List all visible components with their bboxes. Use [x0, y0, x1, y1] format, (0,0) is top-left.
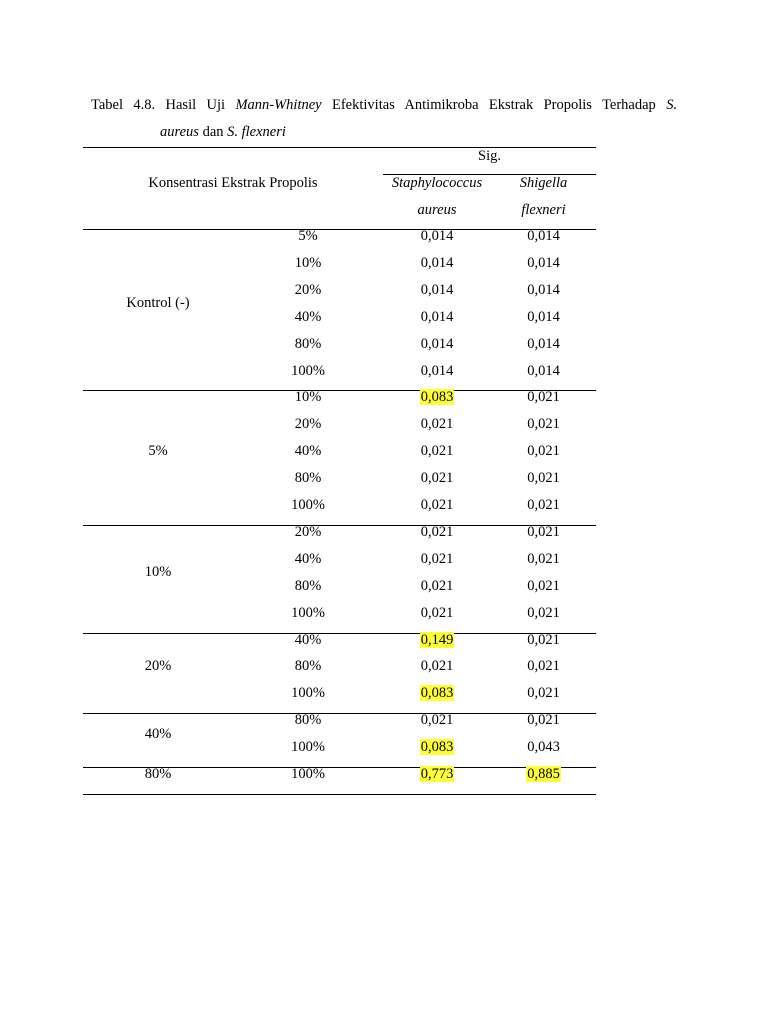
sig-shig-value: 0,014 [527, 254, 560, 271]
sig-shig-value: 0,043 [527, 739, 560, 756]
caption-word: aureus [160, 124, 199, 140]
compare-concentration: 10% [294, 254, 322, 271]
sig-staph-value: 0,021 [420, 497, 454, 513]
header-shig-line1 [491, 170, 596, 197]
sig-staph-value: 0,021 [420, 523, 454, 540]
sig-shig-value: 0,014 [527, 281, 560, 298]
sig-shig-value: 0,021 [527, 577, 560, 594]
sig-shig-cell [491, 331, 596, 358]
header-staph-line1 [383, 170, 491, 197]
sig-shig-cell [491, 627, 596, 654]
caption-word: Efektivitas [332, 97, 395, 113]
sig-shig-value: 0,021 [527, 658, 560, 675]
header-staph-text2: aureus [417, 202, 457, 218]
group-label: 20% [144, 658, 172, 675]
sig-shig-cell [491, 761, 596, 788]
caption-line-2 [91, 119, 677, 146]
caption-word: dan [198, 124, 228, 140]
sig-shig-cell [491, 734, 596, 761]
sig-staph-value: 0,014 [420, 228, 454, 244]
sig-staph-value: 0,021 [420, 577, 454, 594]
sig-shig-value: 0,021 [527, 631, 560, 648]
sig-shig-cell [491, 250, 596, 277]
sig-staph-value: 0,014 [420, 335, 454, 352]
caption-word: Propolis [543, 97, 592, 113]
sig-staph-value: 0,083 [420, 389, 454, 406]
sig-staph-cell [383, 546, 491, 573]
sig-staph-cell [383, 438, 491, 465]
compare-concentration: 80% [294, 335, 322, 352]
header-concentration: Konsentrasi Ekstrak Propolis [148, 175, 318, 191]
sig-shig-cell [491, 653, 596, 680]
sig-staph-cell [383, 519, 491, 546]
sig-shig-cell [491, 304, 596, 331]
sig-shig-cell [491, 277, 596, 304]
sig-shig-value: 0,885 [527, 766, 560, 782]
group-label: 40% [144, 725, 172, 742]
sig-shig-cell [491, 384, 596, 411]
header-sig: Sig. [478, 148, 501, 164]
compare-concentration: 80% [294, 470, 322, 487]
sig-staph-cell [383, 573, 491, 600]
sig-shig-value: 0,021 [527, 470, 560, 487]
sig-staph-cell [383, 304, 491, 331]
compare-concentration: 100% [291, 766, 325, 782]
caption-word: Hasil [165, 97, 197, 113]
sig-shig-cell [491, 492, 596, 519]
sig-shig-value: 0,021 [527, 523, 560, 540]
sig-staph-cell [383, 761, 491, 788]
sig-staph-cell [383, 331, 491, 358]
sig-shig-value: 0,014 [527, 228, 560, 244]
sig-staph-value: 0,021 [420, 712, 454, 729]
sig-staph-cell [383, 600, 491, 627]
caption-label: Tabel 4.8. [91, 97, 156, 113]
sig-shig-cell [491, 223, 596, 250]
compare-concentration: 40% [294, 308, 322, 325]
sig-shig-value: 0,014 [527, 308, 560, 325]
compare-concentration: 40% [294, 443, 322, 460]
header-shig-text2: flexneri [521, 202, 566, 218]
sig-shig-value: 0,021 [527, 685, 560, 702]
header-shig-line2 [491, 197, 596, 224]
caption-word: S. flexneri [227, 124, 286, 140]
compare-concentration: 5% [298, 228, 318, 244]
compare-concentration: 80% [294, 658, 322, 675]
compare-concentration: 20% [294, 281, 322, 298]
sig-staph-value: 0,021 [420, 658, 454, 675]
sig-shig-cell [491, 519, 596, 546]
table-bottom-rule [83, 794, 596, 795]
compare-concentration: 100% [291, 497, 325, 513]
sig-staph-value: 0,083 [420, 685, 454, 702]
header-staph-line2 [383, 197, 491, 224]
compare-concentration: 20% [294, 416, 322, 433]
sig-shig-cell [491, 600, 596, 627]
sig-shig-cell [491, 411, 596, 438]
caption-word: Antimikroba [404, 97, 479, 113]
compare-concentration: 40% [294, 550, 322, 567]
sig-shig-cell [491, 546, 596, 573]
sig-shig-value: 0,021 [527, 604, 560, 621]
caption-word: Mann-Whitney [235, 97, 322, 113]
sig-staph-cell [383, 250, 491, 277]
sig-staph-cell [383, 358, 491, 385]
sig-staph-value: 0,021 [420, 604, 454, 621]
sig-staph-value: 0,083 [420, 739, 454, 756]
caption-line-1 [91, 92, 677, 119]
table-caption [91, 92, 677, 146]
sig-staph-value: 0,014 [420, 254, 454, 271]
sig-shig-value: 0,021 [527, 443, 560, 460]
sig-staph-cell [383, 411, 491, 438]
sig-staph-cell [383, 707, 491, 734]
group-label: 5% [148, 443, 168, 460]
sig-shig-cell [491, 465, 596, 492]
compare-concentration: 40% [294, 631, 322, 648]
sig-staph-cell [383, 277, 491, 304]
sig-staph-value: 0,014 [420, 281, 454, 298]
sig-shig-value: 0,014 [527, 362, 560, 379]
sig-shig-value: 0,014 [527, 335, 560, 352]
compare-concentration: 20% [294, 523, 322, 540]
sig-shig-cell [491, 573, 596, 600]
sig-staph-value: 0,773 [420, 766, 454, 782]
compare-concentration: 100% [291, 604, 325, 621]
compare-concentration: 100% [291, 685, 325, 702]
sig-staph-value: 0,149 [420, 631, 454, 648]
caption-word: Terhadap [602, 97, 656, 113]
compare-concentration: 100% [291, 362, 325, 379]
sig-shig-cell [491, 438, 596, 465]
group-label: 10% [144, 564, 172, 581]
sig-staph-cell [383, 492, 491, 519]
sig-staph-value: 0,021 [420, 470, 454, 487]
sig-staph-value: 0,014 [420, 362, 454, 379]
sig-staph-cell [383, 653, 491, 680]
sig-shig-value: 0,021 [527, 550, 560, 567]
sig-staph-value: 0,014 [420, 308, 454, 325]
sig-staph-cell [383, 734, 491, 761]
compare-concentration: 10% [294, 389, 322, 406]
sig-staph-cell [383, 680, 491, 707]
compare-concentration: 80% [294, 712, 322, 729]
sig-staph-value: 0,021 [420, 550, 454, 567]
caption-word: S. [666, 97, 678, 113]
group-label: 80% [144, 766, 172, 782]
group-label: Kontrol (-) [126, 295, 190, 312]
header-shig-text1: Shigella [519, 175, 568, 191]
sig-shig-value: 0,021 [527, 416, 560, 433]
sig-shig-value: 0,021 [527, 497, 560, 513]
caption-word: Ekstrak [488, 97, 534, 113]
caption-word: Uji [206, 97, 226, 113]
sig-staph-cell [383, 223, 491, 250]
compare-concentration: 80% [294, 577, 322, 594]
sig-staph-value: 0,021 [420, 443, 454, 460]
sig-shig-cell [491, 707, 596, 734]
sig-staph-value: 0,021 [420, 416, 454, 433]
sig-staph-cell [383, 384, 491, 411]
sig-staph-cell [383, 627, 491, 654]
header-staph-text1: Staphylococcus [391, 175, 483, 191]
sig-shig-cell [491, 680, 596, 707]
compare-concentration: 100% [291, 739, 325, 756]
sig-staph-cell [383, 465, 491, 492]
sig-shig-value: 0,021 [527, 712, 560, 729]
sig-shig-cell [491, 358, 596, 385]
sig-shig-value: 0,021 [527, 389, 560, 406]
